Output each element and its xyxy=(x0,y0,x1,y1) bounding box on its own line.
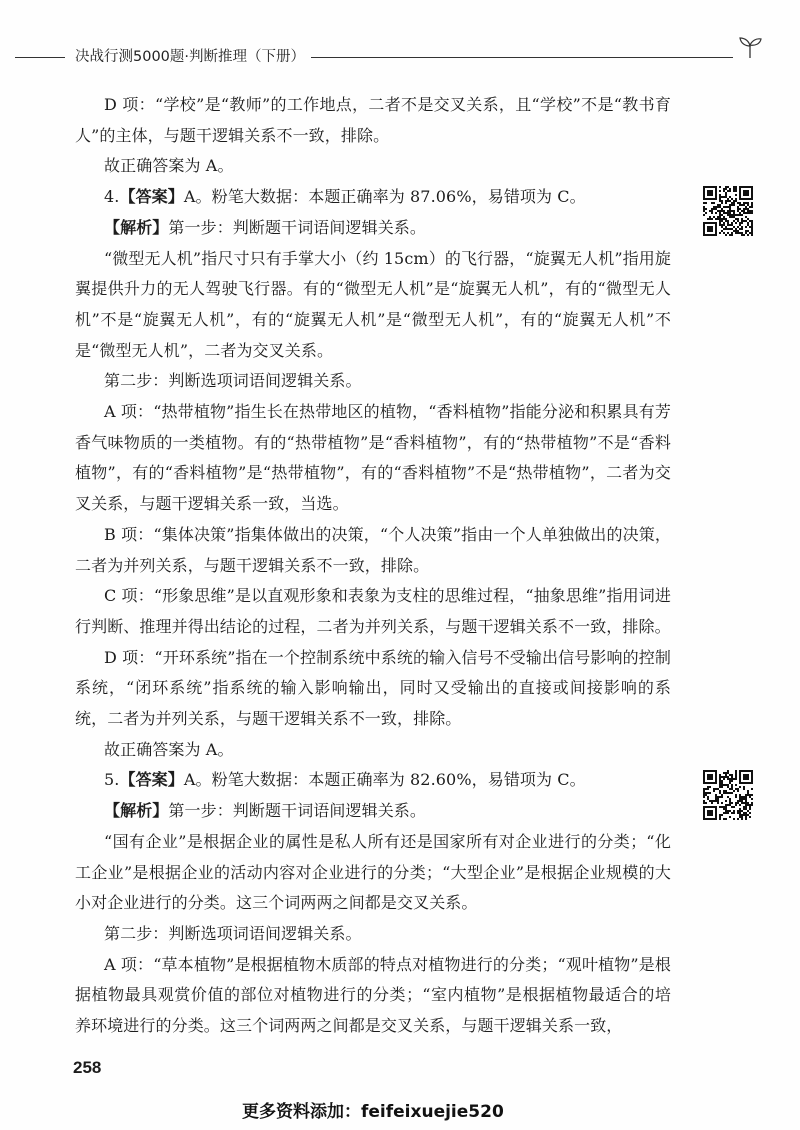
book-title: 决战行测5000题·判断推理（下册） xyxy=(75,49,306,65)
q3-option-d: D 项：“学校”是“教师”的工作地点，二者不是交叉关系，且“学校”不是“教书育人”的主体，与题干逻辑关系不一致，排除。 xyxy=(75,95,671,145)
header-rule-left xyxy=(15,57,65,58)
qr-code xyxy=(703,770,753,820)
q4-step2: 第二步：判断选项词语间逻辑关系。 xyxy=(104,371,362,391)
q4-option-b: B 项：“集体决策”指集体做出的决策，“个人决策”指由一个人单独做出的决策，二者为并列关系，与题干逻辑关系不一致，排除。 xyxy=(75,524,671,575)
q4-conclusion: 故正确答案为 A。 xyxy=(104,739,234,759)
footer-note: 更多资料添加：feifeixuejie520 xyxy=(242,1102,504,1122)
q4-number: 4. xyxy=(104,187,120,207)
q4-analysis-text: 第一步：判断题干词语间逻辑关系。 xyxy=(168,217,427,237)
q5-analysis-line xyxy=(75,796,671,827)
q4-analysis-line xyxy=(75,213,671,244)
q5-analysis-text: 第一步：判断题干词语间逻辑关系。 xyxy=(168,801,427,821)
q4-option-a: A 项：“热带植物”指生长在热带地区的植物，“香料植物”指能分泌和积累具有芳香气味物质的一类植物。有的“热带植物”是“香料植物”，有的“热带植物”不是“香料植物”，有的“香料植物”是“热带植物”，有的“香料植物”不是“热带植物”，二者为交叉关系，与题干逻辑关系一致，当选。 xyxy=(75,402,671,514)
q4-option-d: D 项：“开环系统”指在一个控制系统中系统的输入信号不受输出信号影响的控制系统，“闭环系统”指系统的输入影响输出，同时又受输出的直接或间接影响的系统，二者为并列关系，与题干逻辑关系不一致，排除。 xyxy=(75,647,671,729)
qr-code xyxy=(703,186,753,236)
q5-answer-tag: 【答案】 xyxy=(119,770,184,790)
running-header xyxy=(15,44,763,70)
page-body xyxy=(75,90,671,1042)
q5-stem-analysis: “国有企业”是根据企业的属性是私人所有还是国家所有对企业进行的分类；“化工企业”是根据企业的活动内容对企业进行的分类；“大型企业”是根据企业规模的大小对企业进行的分类。这三个词两两之间都是交叉关系。 xyxy=(75,831,671,913)
q5-answer-line xyxy=(75,765,671,796)
header-rule-right xyxy=(311,57,733,58)
q5-step2: 第二步：判断选项词语间逻辑关系。 xyxy=(104,923,362,943)
q5-option-a: A 项：“草本植物”是根据植物木质部的特点对植物进行的分类；“观叶植物”是根据植物最具观赏价值的部位对植物进行的分类；“室内植物”是根据植物最适合的培养环境进行的分类。这三个词两两之间都是交叉关系，与题干逻辑关系一致， xyxy=(75,954,671,1036)
q4-stem-analysis: “微型无人机”指尺寸只有手掌大小（约 15cm）的飞行器，“旋翼无人机”指用旋翼提供升力的无人驾驶飞行器。有的“微型无人机”是“旋翼无人机”，有的“微型无人机”不是“旋翼无人机”，有的“旋翼无人机”是“微型无人机”，有的“旋翼无人机”不是“微型无人机”，二者为交叉关系。 xyxy=(75,248,671,360)
q4-answer-line xyxy=(75,182,671,213)
page-number: 258 xyxy=(73,1058,102,1077)
sprout-icon xyxy=(737,35,763,59)
q5-number: 5. xyxy=(104,770,120,790)
q5-answer-text: A。粉笔大数据：本题正确率为 82.60%，易错项为 C。 xyxy=(183,770,586,790)
q3-conclusion: 故正确答案为 A。 xyxy=(104,156,234,176)
q4-option-c: C 项：“形象思维”是以直观形象和表象为支柱的思维过程，“抽象思维”指用词进行判断、推理并得出结论的过程，二者为并列关系，与题干逻辑关系不一致，排除。 xyxy=(75,586,671,636)
q4-answer-text: A。粉笔大数据：本题正确率为 87.06%，易错项为 C。 xyxy=(183,187,586,207)
q4-analysis-tag: 【解析】 xyxy=(104,217,169,237)
q4-answer-tag: 【答案】 xyxy=(119,187,184,207)
q5-analysis-tag: 【解析】 xyxy=(104,801,169,821)
